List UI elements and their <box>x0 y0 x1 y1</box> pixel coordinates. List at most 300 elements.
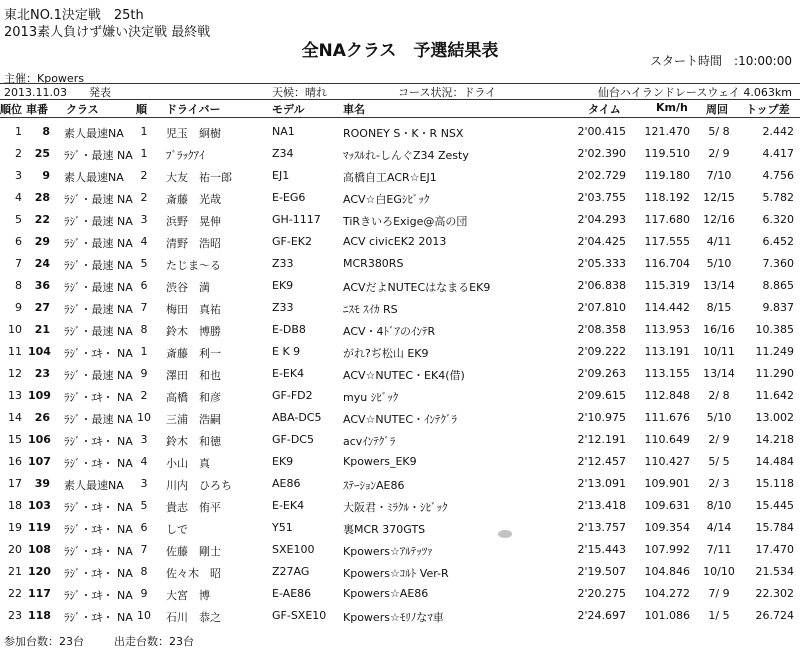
col-time: タイム <box>588 103 621 116</box>
cell-class-order: 10 <box>137 411 151 424</box>
cell-position: 22 <box>8 587 22 600</box>
cell-class-order: 6 <box>140 521 148 534</box>
cell-driver-name: 浜野 晃伸 <box>166 215 221 228</box>
cell-speed: 113.155 <box>644 367 690 380</box>
cell-car-name: acvｲﾝﾃｸﾞﾗ <box>343 435 396 448</box>
cell-best-lap: 4/14 <box>706 521 732 534</box>
cell-gap-to-top: 8.865 <box>762 279 794 292</box>
cell-position: 15 <box>8 433 22 446</box>
cell-car-name: Kpowers☆ﾓﾘﾉなﾏ車 <box>343 611 444 624</box>
table-row <box>0 386 800 408</box>
cell-class: 素人最速NA <box>64 479 124 492</box>
table-row <box>0 320 800 342</box>
cell-lap-time: 2'04.293 <box>577 213 626 226</box>
col-driver: ドライバー <box>166 103 221 116</box>
cell-class-order: 7 <box>140 301 148 314</box>
cell-car-number: 119 <box>28 521 51 534</box>
cell-position: 4 <box>15 191 22 204</box>
col-order: 順 <box>136 103 147 116</box>
cell-class-order: 8 <box>140 565 148 578</box>
cell-best-lap: 5/ 8 <box>708 125 730 138</box>
weather: 天候：晴れ <box>272 86 327 99</box>
cell-class-order: 3 <box>140 433 148 446</box>
scan-smudge <box>498 530 512 538</box>
cell-car-number: 104 <box>28 345 51 358</box>
cell-position: 18 <box>8 499 22 512</box>
page-title: 全NAクラス 予選結果表 <box>301 41 499 61</box>
cell-class: ﾗｼﾞ・ｴｷ・ NA <box>64 391 133 404</box>
table-row <box>0 496 800 518</box>
cell-speed: 117.555 <box>644 235 690 248</box>
starters-count: 出走台数：23台 <box>114 635 194 648</box>
cell-car-name: MCR380RS <box>343 257 404 270</box>
cell-model: AE86 <box>272 477 301 490</box>
cell-class: ﾗｼﾞ・ｴｷ・ NA <box>64 501 133 514</box>
cell-car-number: 103 <box>28 499 51 512</box>
course-status: コース状況：ドライ <box>398 86 497 99</box>
cell-car-name: myu ｼﾋﾞｯｸ <box>343 391 399 404</box>
cell-class: ﾗｼﾞ・最速 NA <box>64 369 133 382</box>
cell-lap-time: 2'07.810 <box>577 301 626 314</box>
cell-lap-time: 2'03.755 <box>577 191 626 204</box>
cell-car-name: Kpowers☆AE86 <box>343 587 429 600</box>
cell-lap-time: 2'12.457 <box>577 455 626 468</box>
cell-gap-to-top: 7.360 <box>762 257 794 270</box>
cell-car-number: 8 <box>42 125 50 138</box>
table-row <box>0 408 800 430</box>
cell-model: GF-FD2 <box>272 389 313 402</box>
cell-best-lap: 16/16 <box>703 323 735 336</box>
table-row <box>0 364 800 386</box>
cell-best-lap: 13/14 <box>703 279 735 292</box>
table-row <box>0 540 800 562</box>
cell-gap-to-top: 21.534 <box>755 565 794 578</box>
cell-driver-name: 斎藤 利一 <box>166 347 221 360</box>
cell-driver-name: 児玉 絅樹 <box>166 127 221 140</box>
cell-class-order: 9 <box>140 367 148 380</box>
table-row <box>0 562 800 584</box>
cell-car-number: 109 <box>28 389 51 402</box>
cell-position: 2 <box>15 147 22 160</box>
col-class: クラス <box>66 103 99 116</box>
cell-class: ﾗｼﾞ・最速 NA <box>64 193 133 206</box>
table-row <box>0 166 800 188</box>
cell-speed: 116.704 <box>644 257 690 270</box>
cell-model: E-EG6 <box>272 191 306 204</box>
cell-car-number: 24 <box>34 257 50 270</box>
cell-lap-time: 2'02.390 <box>577 147 626 160</box>
cell-position: 20 <box>8 543 22 556</box>
cell-best-lap: 10/11 <box>703 345 735 358</box>
cell-position: 16 <box>8 455 22 468</box>
cell-speed: 110.427 <box>644 455 690 468</box>
cell-speed: 111.676 <box>644 411 690 424</box>
cell-driver-name: 渋谷 満 <box>166 281 210 294</box>
cell-model: E-AE86 <box>272 587 312 600</box>
cell-best-lap: 1/ 5 <box>708 609 730 622</box>
cell-gap-to-top: 13.002 <box>755 411 794 424</box>
cell-model: Z33 <box>272 301 294 314</box>
cell-position: 9 <box>15 301 22 314</box>
cell-position: 23 <box>8 609 22 622</box>
cell-speed: 109.901 <box>644 477 690 490</box>
table-row <box>0 298 800 320</box>
cell-position: 17 <box>8 477 22 490</box>
col-car-name: 車名 <box>343 103 365 116</box>
table-row <box>0 188 800 210</box>
cell-gap-to-top: 14.484 <box>755 455 794 468</box>
date-line: 2013.11.03 発表 <box>4 86 111 99</box>
cell-gap-to-top: 11.249 <box>755 345 794 358</box>
cell-gap-to-top: 15.118 <box>755 477 794 490</box>
cell-model: E-EK4 <box>272 499 305 512</box>
cell-class-order: 7 <box>140 543 148 556</box>
cell-position: 5 <box>15 213 22 226</box>
cell-model: E-EK4 <box>272 367 305 380</box>
cell-driver-name: 斎藤 光哉 <box>166 193 221 206</box>
cell-car-name: ACV☆白EGｼﾋﾞｯｸ <box>343 193 430 206</box>
cell-driver-name: 大友 祐一郎 <box>166 171 232 184</box>
cell-position: 8 <box>15 279 22 292</box>
cell-gap-to-top: 15.445 <box>755 499 794 512</box>
cell-model: EK9 <box>272 455 294 468</box>
table-row <box>0 606 800 628</box>
cell-position: 6 <box>15 235 22 248</box>
cell-driver-name: 佐藤 剛士 <box>166 545 221 558</box>
cell-gap-to-top: 10.385 <box>755 323 794 336</box>
cell-speed: 119.510 <box>644 147 690 160</box>
cell-class: ﾗｼﾞ・最速 NA <box>64 259 133 272</box>
cell-car-number: 39 <box>34 477 50 490</box>
cell-gap-to-top: 2.442 <box>762 125 794 138</box>
cell-class-order: 4 <box>140 235 148 248</box>
cell-speed: 115.319 <box>644 279 690 292</box>
table-row <box>0 430 800 452</box>
cell-model: GF-EK2 <box>272 235 312 248</box>
cell-car-number: 106 <box>28 433 51 446</box>
cell-class-order: 4 <box>140 455 148 468</box>
cell-model: Z27AG <box>272 565 310 578</box>
cell-class: ﾗｼﾞ・最速 NA <box>64 215 133 228</box>
cell-class: ﾗｼﾞ・ｴｷ・ NA <box>64 545 133 558</box>
table-row <box>0 584 800 606</box>
table-row <box>0 452 800 474</box>
cell-class: ﾗｼﾞ・最速 NA <box>64 149 133 162</box>
col-car-no: 車番 <box>26 103 48 116</box>
cell-car-number: 27 <box>34 301 50 314</box>
cell-speed: 104.272 <box>644 587 690 600</box>
cell-class: ﾗｼﾞ・ｴｷ・ NA <box>64 611 133 624</box>
cell-driver-name: 佐々木 昭 <box>166 567 221 580</box>
event-title: 東北NO.1決定戦 25th <box>4 8 144 23</box>
cell-driver-name: 高橋 和彦 <box>166 391 221 404</box>
cell-car-name: ﾆｽﾓ ｽｲｶ RS <box>343 303 398 316</box>
cell-speed: 113.953 <box>644 323 690 336</box>
cell-lap-time: 2'04.425 <box>577 235 626 248</box>
cell-driver-name: たじま～る <box>166 259 221 272</box>
cell-car-name: ACVだよNUTECはなまるEK9 <box>343 281 491 294</box>
cell-car-number: 23 <box>34 367 50 380</box>
cell-class-order: 3 <box>140 213 148 226</box>
cell-best-lap: 5/10 <box>706 257 732 270</box>
cell-lap-time: 2'13.091 <box>577 477 626 490</box>
cell-car-name: ACV civicEK2 2013 <box>343 235 447 248</box>
cell-class: ﾗｼﾞ・最速 NA <box>64 281 133 294</box>
start-time: スタート時間 :10:00:00 <box>650 54 792 68</box>
cell-driver-name: 三浦 浩嗣 <box>166 413 221 426</box>
cell-speed: 109.631 <box>644 499 690 512</box>
table-row <box>0 254 800 276</box>
cell-position: 11 <box>8 345 22 358</box>
table-row <box>0 474 800 496</box>
cell-class-order: 2 <box>140 169 148 182</box>
cell-gap-to-top: 4.417 <box>762 147 794 160</box>
event-subtitle: 2013素人負けず嫌い決定戦 最終戦 <box>4 25 211 40</box>
cell-lap-time: 2'09.222 <box>577 345 626 358</box>
cell-driver-name: 大宮 博 <box>166 589 210 602</box>
cell-car-number: 29 <box>34 235 50 248</box>
cell-car-number: 9 <box>42 169 50 182</box>
cell-model: EK9 <box>272 279 294 292</box>
cell-gap-to-top: 4.756 <box>762 169 794 182</box>
cell-car-name: 裏MCR 370GTS <box>343 523 426 536</box>
organizer: 主催：Kpowers <box>4 72 84 85</box>
cell-gap-to-top: 11.290 <box>755 367 794 380</box>
cell-car-name: Kpowers_EK9 <box>343 455 417 468</box>
cell-model: NA1 <box>272 125 295 138</box>
cell-position: 21 <box>8 565 22 578</box>
cell-driver-name: しで <box>166 523 188 536</box>
cell-driver-name: ﾌﾞﾗｯｸｱｲ <box>166 149 205 162</box>
cell-gap-to-top: 9.837 <box>762 301 794 314</box>
cell-car-number: 107 <box>28 455 51 468</box>
cell-class: ﾗｼﾞ・ｴｷ・ NA <box>64 457 133 470</box>
cell-class-order: 5 <box>140 257 148 270</box>
cell-class-order: 5 <box>140 499 148 512</box>
cell-best-lap: 12/16 <box>703 213 735 226</box>
cell-class: ﾗｼﾞ・ｴｷ・ NA <box>64 523 133 536</box>
cell-car-number: 26 <box>34 411 50 424</box>
cell-speed: 119.180 <box>644 169 690 182</box>
cell-car-name: ACV☆NUTEC・EK4(借) <box>343 369 465 382</box>
cell-speed: 113.191 <box>644 345 690 358</box>
cell-best-lap: 13/14 <box>703 367 735 380</box>
cell-driver-name: 貴志 侑平 <box>166 501 221 514</box>
cell-class: ﾗｼﾞ・最速 NA <box>64 413 133 426</box>
cell-model: GH-1117 <box>272 213 321 226</box>
cell-class: ﾗｼﾞ・ｴｷ・ NA <box>64 347 133 360</box>
cell-position: 1 <box>15 125 22 138</box>
cell-car-number: 21 <box>34 323 50 336</box>
cell-car-number: 25 <box>34 147 50 160</box>
table-row <box>0 144 800 166</box>
cell-lap-time: 2'06.838 <box>577 279 626 292</box>
cell-class-order: 2 <box>140 389 148 402</box>
cell-lap-time: 2'00.415 <box>577 125 626 138</box>
cell-car-number: 36 <box>34 279 50 292</box>
cell-gap-to-top: 22.302 <box>755 587 794 600</box>
cell-driver-name: 鈴木 博勝 <box>166 325 221 338</box>
cell-best-lap: 5/10 <box>706 411 732 424</box>
cell-model: Z33 <box>272 257 294 270</box>
cell-gap-to-top: 5.782 <box>762 191 794 204</box>
cell-car-name: 大阪君・ﾐﾗｸﾙ・ｼﾋﾞｯｸ <box>343 501 448 514</box>
cell-model: SXE100 <box>272 543 315 556</box>
cell-driver-name: 澤田 和也 <box>166 369 221 382</box>
cell-position: 13 <box>8 389 22 402</box>
cell-car-number: 28 <box>34 191 50 204</box>
cell-car-name: ﾏｯｽﾙれ-しんぐZ34 Zesty <box>343 149 469 162</box>
cell-car-name: TiRきいろExige@高の団 <box>343 215 468 228</box>
cell-speed: 112.848 <box>644 389 690 402</box>
cell-driver-name: 小山 真 <box>166 457 210 470</box>
col-lap: 周回 <box>706 103 728 116</box>
col-model: モデル <box>272 103 305 116</box>
cell-model: EJ1 <box>272 169 290 182</box>
cell-speed: 101.086 <box>644 609 690 622</box>
cell-model: Y51 <box>272 521 293 534</box>
entries-count: 参加台数：23台 <box>4 635 84 648</box>
cell-class-order: 1 <box>140 345 148 358</box>
cell-car-name: ｽﾃｰｼｮﾝAE86 <box>343 479 405 492</box>
cell-class: ﾗｼﾞ・ｴｷ・ NA <box>64 567 133 580</box>
cell-class: ﾗｼﾞ・ｴｷ・ NA <box>64 435 133 448</box>
cell-speed: 114.442 <box>644 301 690 314</box>
cell-speed: 107.992 <box>644 543 690 556</box>
table-row <box>0 232 800 254</box>
cell-speed: 118.192 <box>644 191 690 204</box>
cell-class-order: 8 <box>140 323 148 336</box>
cell-gap-to-top: 14.218 <box>755 433 794 446</box>
table-row <box>0 342 800 364</box>
cell-car-number: 117 <box>28 587 51 600</box>
cell-speed: 109.354 <box>644 521 690 534</box>
table-row <box>0 210 800 232</box>
cell-best-lap: 2/ 9 <box>708 433 730 446</box>
cell-speed: 110.649 <box>644 433 690 446</box>
cell-lap-time: 2'10.975 <box>577 411 626 424</box>
cell-lap-time: 2'24.697 <box>577 609 626 622</box>
cell-lap-time: 2'13.418 <box>577 499 626 512</box>
col-speed: Km/h <box>656 101 688 114</box>
cell-best-lap: 7/11 <box>706 543 732 556</box>
cell-position: 10 <box>8 323 22 336</box>
cell-class-order: 10 <box>137 609 151 622</box>
cell-lap-time: 2'05.333 <box>577 257 626 270</box>
cell-model: E-DB8 <box>272 323 306 336</box>
cell-position: 14 <box>8 411 22 424</box>
cell-class: ﾗｼﾞ・最速 NA <box>64 237 133 250</box>
cell-car-name: ROONEY S・K・R NSX <box>343 127 464 140</box>
cell-driver-name: 川内 ひろち <box>166 479 232 492</box>
cell-position: 7 <box>15 257 22 270</box>
cell-driver-name: 石川 恭之 <box>166 611 221 624</box>
cell-class-order: 3 <box>140 477 148 490</box>
cell-model: GF-SXE10 <box>272 609 327 622</box>
cell-gap-to-top: 26.724 <box>755 609 794 622</box>
col-pos: 順位 <box>0 103 22 116</box>
cell-best-lap: 12/15 <box>703 191 735 204</box>
cell-lap-time: 2'08.358 <box>577 323 626 336</box>
cell-car-name: Kpowers☆ｺﾙﾄ Ver-R <box>343 567 449 580</box>
cell-position: 19 <box>8 521 22 534</box>
cell-speed: 117.680 <box>644 213 690 226</box>
cell-best-lap: 2/ 3 <box>708 477 730 490</box>
cell-model: E K 9 <box>272 345 301 358</box>
cell-car-number: 118 <box>28 609 51 622</box>
cell-lap-time: 2'09.615 <box>577 389 626 402</box>
cell-class-order: 2 <box>140 191 148 204</box>
divider-mid <box>0 99 800 100</box>
cell-car-number: 120 <box>28 565 51 578</box>
cell-best-lap: 8/15 <box>706 301 732 314</box>
cell-position: 12 <box>8 367 22 380</box>
cell-car-name: がれ?ぢ松山 EK9 <box>343 347 429 360</box>
cell-best-lap: 7/10 <box>706 169 732 182</box>
cell-lap-time: 2'12.191 <box>577 433 626 446</box>
cell-speed: 104.846 <box>644 565 690 578</box>
cell-best-lap: 10/10 <box>703 565 735 578</box>
cell-car-number: 108 <box>28 543 51 556</box>
cell-gap-to-top: 6.452 <box>762 235 794 248</box>
cell-class-order: 1 <box>140 147 148 160</box>
cell-position: 3 <box>15 169 22 182</box>
table-row <box>0 518 800 540</box>
cell-car-name: ACV☆NUTEC・ｲﾝﾃｸﾞﾗ <box>343 413 458 426</box>
cell-model: ABA-DC5 <box>272 411 322 424</box>
divider-header <box>0 117 800 118</box>
cell-lap-time: 2'20.275 <box>577 587 626 600</box>
cell-speed: 121.470 <box>644 125 690 138</box>
cell-class: 素人最速NA <box>64 127 124 140</box>
table-row <box>0 122 800 144</box>
cell-gap-to-top: 11.642 <box>755 389 794 402</box>
cell-car-name: 高橋自工ACR☆EJ1 <box>343 171 437 184</box>
cell-lap-time: 2'15.443 <box>577 543 626 556</box>
cell-gap-to-top: 6.320 <box>762 213 794 226</box>
cell-class-order: 9 <box>140 587 148 600</box>
cell-car-name: Kpowers☆ｱﾙﾃｯﾂｧ <box>343 545 433 558</box>
cell-driver-name: 梅田 真祐 <box>166 303 221 316</box>
results-table <box>0 122 800 628</box>
cell-car-number: 22 <box>34 213 50 226</box>
cell-best-lap: 2/ 8 <box>708 389 730 402</box>
cell-best-lap: 8/10 <box>706 499 732 512</box>
cell-lap-time: 2'02.729 <box>577 169 626 182</box>
cell-best-lap: 2/ 9 <box>708 147 730 160</box>
cell-lap-time: 2'19.507 <box>577 565 626 578</box>
cell-class: ﾗｼﾞ・最速 NA <box>64 303 133 316</box>
cell-driver-name: 鈴木 和徳 <box>166 435 221 448</box>
cell-gap-to-top: 17.470 <box>755 543 794 556</box>
cell-class-order: 6 <box>140 279 148 292</box>
cell-model: GF-DC5 <box>272 433 314 446</box>
cell-car-name: ACV・4ﾄﾞｱのｲﾝﾃR <box>343 325 436 338</box>
cell-best-lap: 5/ 5 <box>708 455 730 468</box>
cell-gap-to-top: 15.784 <box>755 521 794 534</box>
cell-class-order: 1 <box>140 125 148 138</box>
cell-class: ﾗｼﾞ・ｴｷ・ NA <box>64 589 133 602</box>
cell-lap-time: 2'09.263 <box>577 367 626 380</box>
cell-best-lap: 4/11 <box>706 235 732 248</box>
cell-driver-name: 清野 浩昭 <box>166 237 221 250</box>
cell-class: ﾗｼﾞ・最速 NA <box>64 325 133 338</box>
cell-model: Z34 <box>272 147 294 160</box>
col-gap: トップ差 <box>746 103 790 116</box>
table-row <box>0 276 800 298</box>
venue: 仙台ハイランドレースウェイ 4.063km <box>597 86 792 99</box>
cell-lap-time: 2'13.757 <box>577 521 626 534</box>
